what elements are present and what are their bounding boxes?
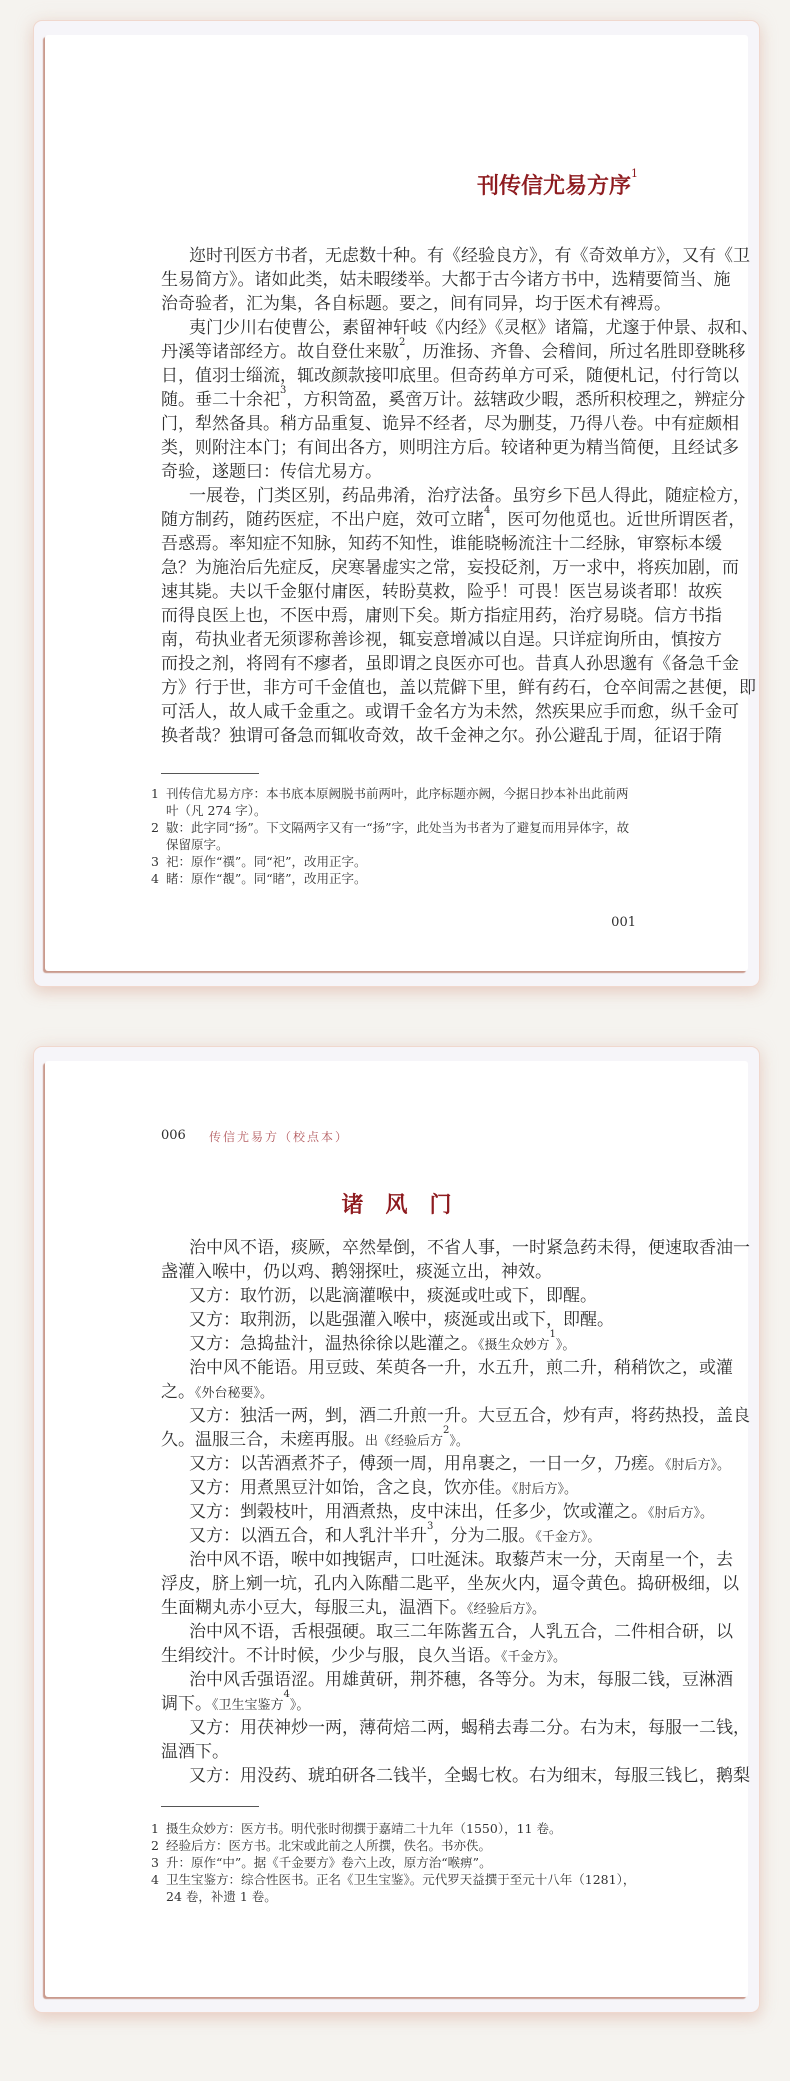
text-segment: 又方：以苦酒煮芥子，傅颈一周，用帛裹之，一日一夕，乃瘥。 [189, 1454, 665, 1474]
footnote-marker: 1 [549, 1329, 556, 1340]
source-citation: 出《经验后方 [365, 1434, 444, 1449]
footnote-text: 刊传信尤易方序：本书底本原阙脱书前两叶，此序标题亦阙，今据日抄本补出此前两叶（凡 274 字）。 [166, 786, 629, 818]
source-citation: 》。 [449, 1434, 469, 1449]
text-segment: 又方：用没药、琥珀研各二钱半，全蝎七枚。右为细末，每服三钱匕，鹅梨 [189, 1766, 750, 1786]
footnote-number: 3 [151, 1855, 159, 1870]
text-segment: 又方：取竹沥，以匙滴灌喉中，痰涎或吐或下，即醒。 [189, 1286, 597, 1306]
text-line [161, 1476, 638, 1500]
preface-title [477, 169, 638, 200]
text-line [161, 532, 722, 556]
text-segment: 随。垂二十余祀 [161, 390, 280, 410]
text-segment: 盏灌入喉中，仍以鸡、鹅翎探吐，痰涎立出，神效。 [161, 1262, 552, 1282]
body-text [161, 1236, 750, 1788]
footnote-item [151, 870, 638, 887]
text-line [161, 1356, 733, 1380]
text-segment: 之。 [161, 1382, 195, 1402]
text-line [161, 1716, 750, 1740]
text-segment: 速其毙。夫以千金躯付庸医，转盼莫救，险乎！可畏！医岂易谈者耶！故疾 [161, 582, 722, 602]
text-segment: 久。温服三合，未瘥再服。 [161, 1430, 365, 1450]
text-line [161, 292, 671, 316]
text-line [161, 337, 746, 364]
footnote-item [151, 819, 638, 853]
text-line [161, 1644, 638, 1668]
footnote-divider [161, 773, 259, 774]
footnote-marker: 1 [631, 167, 638, 180]
text-segment: ，医可勿他觅也。近世所谓医者， [490, 510, 746, 530]
page-card-001 [33, 20, 760, 987]
text-segment: 又方：剉榖枝叶，用酒煮热，皮中沫出，任多少，饮或灌之。 [189, 1502, 648, 1522]
footnote-number: 1 [151, 786, 159, 801]
text-line [161, 1764, 750, 1788]
text-line [161, 676, 756, 700]
text-segment: 生面糊丸赤小豆大，每服三丸，温酒下。 [161, 1598, 467, 1618]
source-citation: 《卫生宝鉴方 [212, 1698, 284, 1713]
footnote-number: 2 [151, 820, 159, 835]
footnote-item [151, 1854, 638, 1871]
text-line [161, 460, 638, 484]
page-number: 001 [611, 915, 636, 930]
text-line [161, 1380, 638, 1404]
body-text [161, 244, 759, 748]
footnote-text: 敭：此字同“扬”。下文隔两字又有一“扬”字，此处当为书者为了避复而用异体字，故保留原字。 [166, 820, 630, 852]
text-line [161, 604, 722, 628]
text-line [161, 1620, 733, 1644]
footnote-text: 升：原作“中”。据《千金要方》卷六上改，原方治“喉痹”。 [166, 1855, 492, 1870]
text-segment: 日，值羽士缁流，辄改颜款接叩底里。但奇药单方可采，随便札记，付行笥以 [161, 366, 739, 386]
text-segment: 类，则附注本门；有间出各方，则明注方后。较诸种更为精当简便，且经试多 [161, 438, 739, 458]
text-segment: 随方制药，随药医症，不出户庭，效可立睹 [161, 510, 484, 530]
text-segment: 浮皮，脐上剜一坑，孔内入陈醋二匙平，坐灰火内，逼令黄色。捣研极细，以 [161, 1574, 739, 1594]
source-citation: 《千金方》。 [501, 1650, 567, 1665]
text-line [161, 652, 739, 676]
text-segment: 又方：独活一两，剉，酒二升煎一升。大豆五合，炒有声，将药热投，盖良 [189, 1406, 750, 1426]
source-citation: 《外台秘要》。 [195, 1386, 274, 1401]
text-segment: 奇验，遂题曰：传信尤易方。 [161, 462, 382, 482]
book-page-001 [45, 35, 759, 971]
text-segment: 急？为施治后先症反，戾寒暑虚实之常，妄投砭剂，万一求中，将疾加剧，而 [161, 558, 739, 578]
text-segment: 换者哉？独谓可备急而辄收奇效，故千金神之尔。孙公避乱于周，征诏于隋 [161, 726, 722, 746]
text-segment: 方》行于世，非方可千金值也，盖以荒僻下里，鲜有药石，仓卒间需之甚便，即 [161, 678, 756, 698]
text-segment: 吾惑焉。率知症不知脉，知药不知性，谁能晓畅流注十二经脉，审察标本缓 [161, 534, 722, 554]
text-segment: 又方：取荆沥，以匙强灌入喉中，痰涎或出或下，即醒。 [189, 1310, 614, 1330]
text-segment: 治中风不能语。用豆豉、茱萸各一升，水五升，煎二升，稍稍饮之，或灌 [189, 1358, 733, 1378]
footnote-marker: 2 [443, 1425, 450, 1436]
text-line [161, 268, 731, 292]
text-line [161, 505, 746, 532]
footnote-item [151, 785, 638, 819]
text-segment: 南，苟执业者无须谬称善诊视，辄妄意增减以自逞。只详症询所由，慎按方 [161, 630, 722, 650]
footnote-number: 2 [151, 1838, 159, 1853]
text-line [161, 1260, 638, 1284]
text-segment: 丹溪等诸部经方。故自登仕来敭 [161, 342, 399, 362]
text-segment: 治中风不语，喉中如拽锯声，口吐涎沫。取藜芦末一分，天南星一个，去 [189, 1550, 733, 1570]
text-segment: 治中风不语，舌根强硬。取三二年陈酱五合，人乳五合，二件相合研，以 [189, 1622, 733, 1642]
footnote-text: 睹：原作“覩”。同“睹”，改用正字。 [166, 871, 367, 886]
text-segment: 治奇验者，汇为集，各自标题。要之，间有同异，均于医术有裨焉。 [161, 294, 671, 314]
text-line [161, 700, 739, 724]
text-segment: 而得良医上也，不医中焉，庸则下矣。斯方指症用药，治疗易晓。信方书指 [161, 606, 722, 626]
source-citation: 》。 [555, 1338, 576, 1353]
text-segment: 治中风舌强语涩。用雄黄研，荆芥穗，各等分。为末，每服二钱，豆淋酒 [189, 1670, 733, 1690]
text-segment: 温酒下。 [161, 1742, 229, 1762]
footnotes [151, 1820, 638, 1905]
text-line [161, 436, 739, 460]
running-title: 传信尤易方（校点本） [209, 1130, 350, 1144]
text-segment: 一展卷，门类区别，药品弗淆，治疗法备。虽穷乡下邑人得此，随症检方， [189, 486, 750, 506]
footnote-number: 3 [151, 854, 159, 869]
text-segment: 又方：急捣盐汁，温热徐徐以匙灌之。 [189, 1334, 478, 1354]
text-segment: ，分为二服。 [433, 1526, 536, 1546]
source-citation: 《肘后方》。 [648, 1506, 714, 1521]
text-line [161, 1236, 750, 1260]
text-line [161, 1500, 714, 1524]
book-page-006 [45, 1061, 748, 1997]
text-segment: 而投之剂，将罔有不瘳者，虽即谓之良医亦可也。昔真人孙思邈有《备急千金 [161, 654, 739, 674]
chapter-title: 诸风门 [341, 1192, 474, 1218]
text-line [161, 1452, 731, 1476]
text-line [161, 484, 750, 508]
text-line [161, 1284, 638, 1308]
footnote-item [151, 853, 638, 870]
footnote-marker: 4 [484, 505, 491, 516]
footnote-number: 1 [151, 1821, 159, 1836]
text-line [161, 1329, 638, 1356]
text-segment: 迩时刊医方书者，无虑数十种。有《经验良方》，有《奇效单方》，又有《卫 [189, 246, 750, 266]
text-segment: 调下。 [161, 1694, 212, 1714]
text-line [161, 556, 739, 580]
text-line [161, 1740, 638, 1764]
text-line [161, 1548, 733, 1572]
text-segment: 夷门少川右使曹公，素留神轩岐《内经》《灵枢》诸篇，尤邃于仲景、叔和、 [189, 318, 759, 338]
text-line [161, 1308, 638, 1332]
footnote-marker: 3 [280, 385, 287, 396]
footnotes [151, 785, 638, 887]
text-line [161, 1572, 739, 1596]
text-line [161, 385, 746, 412]
source-citation: 》。 [289, 1698, 310, 1713]
text-line [161, 364, 739, 388]
text-line [161, 580, 722, 604]
text-segment: 又方：用煮黑豆汁如饴，含之良，饮亦佳。 [189, 1478, 512, 1498]
footnote-text: 祀：原作“禩”。同“祀”，改用正字。 [166, 854, 367, 869]
footnote-text: 卫生宝鉴方：综合性医书。正名《卫生宝鉴》。元代罗天益撰于至元十八年（1281），24 卷，补遗 1 卷。 [166, 1872, 636, 1904]
text-line [161, 724, 722, 748]
text-segment: 生易简方》。诸如此类，姑未暇缕举。大都于古今诸方书中，选精要简当、施 [161, 270, 731, 290]
text-line [161, 412, 739, 436]
footnote-divider [161, 1806, 259, 1807]
footnote-marker: 4 [283, 1689, 290, 1700]
text-line [161, 1689, 638, 1716]
text-segment: 门，犁然备具。稍方品重复、诡异不经者，尽为删芟，乃得八卷。中有症颇相 [161, 414, 739, 434]
page-number: 006 [161, 1128, 186, 1143]
page-card-006 [33, 1046, 760, 2013]
text-segment: 可活人，故人咸千金重之。或谓千金名方为未然，然疾果应手而愈，纵千金可 [161, 702, 739, 722]
text-line [161, 1404, 750, 1428]
footnote-item [151, 1837, 638, 1854]
footnote-text: 经验后方：医方书。北宋或此前之人所撰，佚名。书亦佚。 [166, 1838, 492, 1853]
text-segment: 治中风不语，痰厥，卒然晕倒，不省人事，一时紧急药未得，便速取香油一 [189, 1238, 750, 1258]
text-line [161, 1425, 638, 1452]
footnote-number: 4 [151, 871, 159, 886]
text-line [161, 628, 722, 652]
footnote-text: 摄生众妙方：医方书。明代张时彻撰于嘉靖二十九年（1550），11 卷。 [166, 1821, 562, 1836]
source-citation: 《经验后方》。 [467, 1602, 546, 1617]
footnote-number: 4 [151, 1872, 159, 1887]
footnote-item [151, 1820, 638, 1837]
text-line [161, 1596, 638, 1620]
text-line [161, 244, 750, 268]
source-citation: 《千金方》。 [535, 1530, 601, 1545]
footnote-item [151, 1871, 638, 1905]
text-segment: 生绢绞汁。不计时候，少少与服，良久当语。 [161, 1646, 501, 1666]
text-segment: 又方：用茯神炒一两，薄荷焙二两，蝎稍去毒二分。右为末，每服一二钱， [189, 1718, 750, 1738]
source-citation: 《肘后方》。 [512, 1482, 578, 1497]
text-segment: ，历淮扬、齐鲁、会稽间，所过名胜即登眺移 [405, 342, 746, 362]
text-segment: ，方积笥盈，奚啻万计。兹辖政少暇，悉所积校理之，辨症分 [286, 390, 746, 410]
source-citation: 《肘后方》。 [665, 1458, 731, 1473]
source-citation: 《摄生众妙方 [478, 1338, 550, 1353]
text-line [161, 1521, 638, 1548]
text-segment: 又方：以酒五合，和人乳汁半升 [189, 1526, 427, 1546]
preface-title-text: 刊传信尤易方序 [476, 173, 631, 199]
footnote-marker: 3 [427, 1521, 434, 1532]
text-line [161, 1668, 733, 1692]
footnote-marker: 2 [399, 337, 406, 348]
